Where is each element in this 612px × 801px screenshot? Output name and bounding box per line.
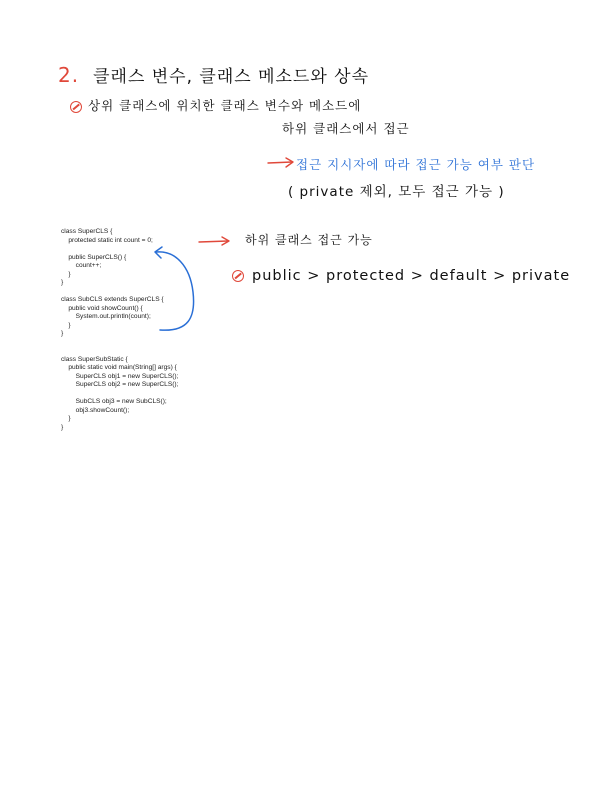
code-line: count++;	[61, 262, 102, 269]
red-bullet-icon	[232, 270, 244, 282]
code-line: }	[61, 330, 64, 337]
note-line-2: 하위 클래스에서 접근	[282, 121, 410, 136]
note-line-1	[70, 96, 361, 114]
code-line: }	[61, 321, 71, 329]
code-line: SuperCLS obj1 = new SuperCLS();	[61, 372, 179, 380]
code-line: }	[61, 270, 71, 278]
subclass-access-note: 하위 클래스 접근 가능	[245, 233, 373, 247]
access-order-line	[232, 268, 570, 284]
code-line: }	[61, 423, 64, 431]
heading-number: 2.	[58, 63, 80, 87]
code-line: public void showCount() {	[61, 304, 143, 312]
code-line: }	[61, 415, 71, 422]
code-line: class SuperCLS {	[61, 228, 113, 235]
heading	[58, 62, 369, 87]
code-line: SuperCLS obj2 = new SuperCLS();	[61, 381, 179, 388]
code-snippet	[61, 228, 178, 432]
code-line: public static void main(String[] args) {	[61, 364, 177, 371]
heading-text: 클래스 변수, 클래스 메소드와 상속	[93, 67, 370, 87]
red-arrow-icon	[268, 158, 293, 167]
red-arrow-icon	[199, 237, 229, 245]
code-line: SubCLS obj3 = new SubCLS();	[61, 398, 167, 405]
red-bullet-icon	[70, 101, 82, 113]
code-line: protected static int count = 0;	[61, 236, 153, 244]
access-order-text: public > protected > default > private	[252, 268, 571, 284]
note-line-1-text: 상위 클래스에 위치한 클래스 변수와 메소드에	[88, 98, 362, 113]
code-line: System.out.println(count);	[61, 313, 151, 320]
code-line: }	[61, 279, 64, 286]
code-line: class SuperSubStatic {	[61, 355, 128, 363]
code-line: class SubCLS extends SuperCLS {	[61, 296, 164, 303]
access-modifier-note: 접근 지시자에 따라 접근 가능 여부 판단	[296, 157, 536, 172]
private-exception-note: ( private 제외, 모두 접근 가능 )	[288, 184, 505, 200]
code-line: obj3.showCount();	[61, 406, 130, 414]
code-line: public SuperCLS() {	[61, 253, 127, 261]
